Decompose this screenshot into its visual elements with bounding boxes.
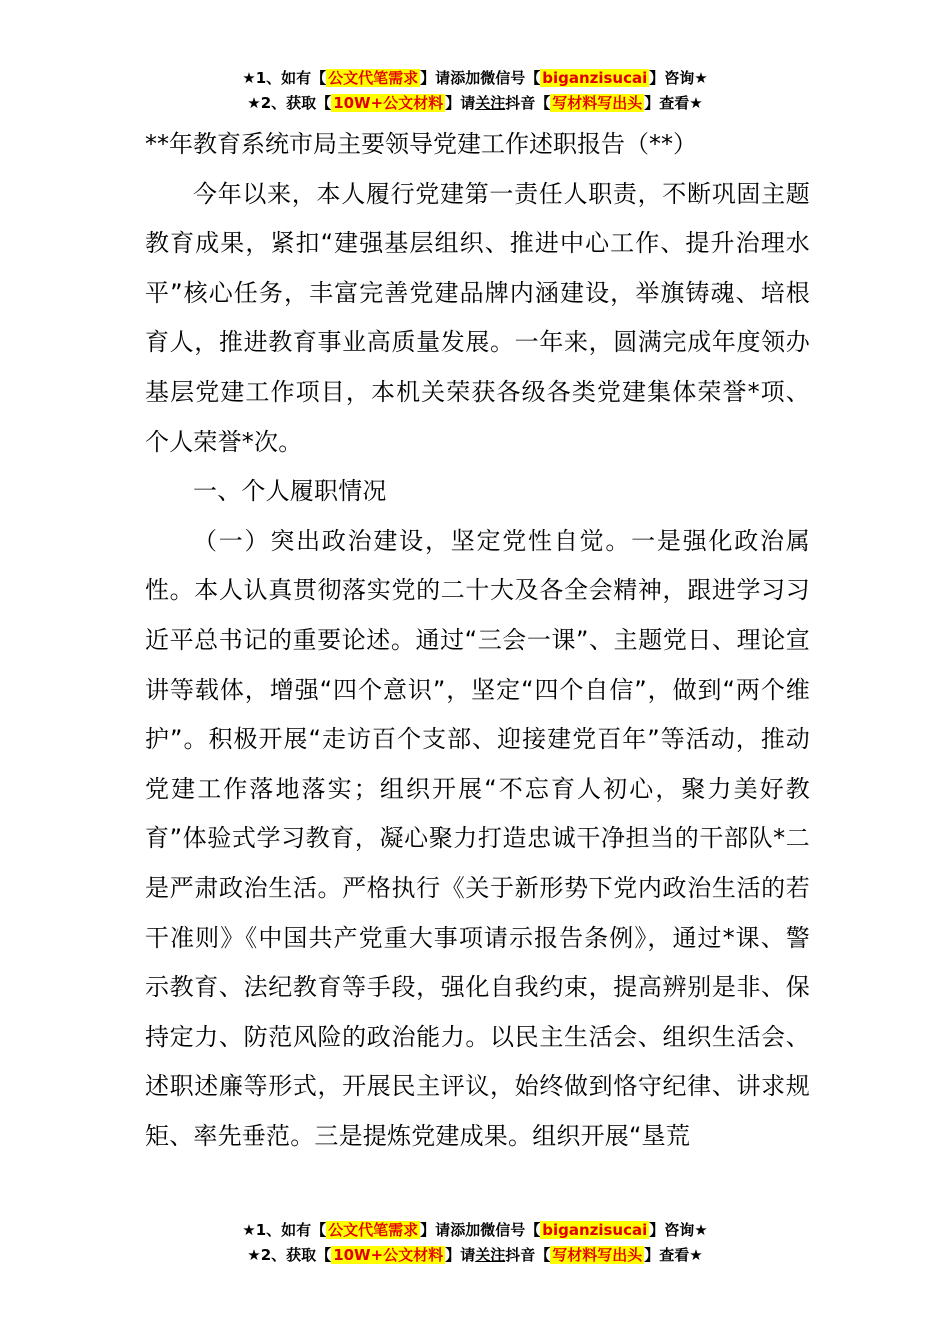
banner-emphasis: 添加 xyxy=(450,1221,481,1239)
banner-text: 】请 xyxy=(445,1246,476,1264)
banner-text: 】查看★ xyxy=(644,1246,703,1264)
header-banner-line-1 xyxy=(0,66,950,91)
banner-wechat-id: biganzisucai xyxy=(542,1221,648,1239)
header-banner-line-2 xyxy=(0,91,950,116)
banner-text: ★2、获取【 xyxy=(247,94,332,112)
banner-text: 】请 xyxy=(445,94,476,112)
banner-text: 】请 xyxy=(420,69,451,87)
banner-wechat-id: biganzisucai xyxy=(542,69,648,87)
banner-text: 抖音【 xyxy=(505,94,551,112)
banner-douyin-id: 写材料写出头 xyxy=(552,1246,643,1264)
banner-douyin-id: 写材料写出头 xyxy=(552,94,643,112)
banner-highlight: 10W+公文材料 xyxy=(333,94,444,112)
banner-text: ★1、如有【 xyxy=(242,69,327,87)
banner-emphasis: 添加 xyxy=(450,69,481,87)
banner-text: 微信号【 xyxy=(480,1221,541,1239)
section-heading: 一、个人履职情况 xyxy=(193,477,387,506)
banner-text: ★2、获取【 xyxy=(247,1246,332,1264)
banner-text: 】咨询★ xyxy=(649,69,708,87)
footer-banner-line-2 xyxy=(0,1243,950,1268)
banner-text: ★1、如有【 xyxy=(242,1221,327,1239)
banner-emphasis: 关注 xyxy=(475,94,506,112)
paragraph-section-1: （一）突出政治建设，坚定党性自觉。一是强化政治属性。本人认真贯彻落实党的二十大及各全会精神，跟进学习习近平总书记的重要论述。通过“三会一课”、主题党日、理论宣讲等载体，增强“四个意识”，坚定“四个自信”，做到“两个维护”。积极开展“走访百个支部、迎接建党百年”等活动，推动党建工作落地落实；组织开展“不忘育人初心，聚力美好教育”体验式学习教育，凝心聚力打造忠诚干净担当的干部队*二是严肃政治生活。严格执行《关于新形势下党内政治生活的若干准则》《中国共产党重大事项请示报告条例》，通过*课、警示教育、法纪教育等手段，强化自我约束，提高辨别是非、保持定力、防范风险的政治能力。以民主生活会、组织生活会、述职述廉等形式，开展民主评议，始终做到恪守纪律、讲求规矩、率先垂范。三是提炼党建成果。组织开展“垦荒 xyxy=(145,526,810,1150)
header-banner xyxy=(0,66,950,116)
paragraph-intro: 今年以来，本人履行党建第一责任人职责，不断巩固主题教育成果，紧扣“建强基层组织、推进中心工作、提升治理水平”核心任务，丰富完善党建品牌内涵建设，举旗铸魂、培根育人，推进教育事业高质量发展。一年来，圆满完成年度领办基层党建工作项目，本机关荣获各级各类党建集体荣誉*项、个人荣誉*次。 xyxy=(145,179,810,456)
banner-text: 】查看★ xyxy=(644,94,703,112)
banner-text: 】咨询★ xyxy=(649,1221,708,1239)
document-title: **年教育系统市局主要领导党建工作述职报告（**） xyxy=(145,130,697,158)
document-body xyxy=(145,120,810,1161)
banner-text: 】请 xyxy=(420,1221,451,1239)
banner-emphasis: 关注 xyxy=(475,1246,506,1264)
banner-text: 抖音【 xyxy=(505,1246,551,1264)
banner-highlight: 10W+公文材料 xyxy=(333,1246,444,1264)
banner-highlight: 公文代笔需求 xyxy=(328,1221,419,1239)
footer-banner xyxy=(0,1218,950,1268)
banner-highlight: 公文代笔需求 xyxy=(328,69,419,87)
banner-text: 微信号【 xyxy=(480,69,541,87)
footer-banner-line-1 xyxy=(0,1218,950,1243)
